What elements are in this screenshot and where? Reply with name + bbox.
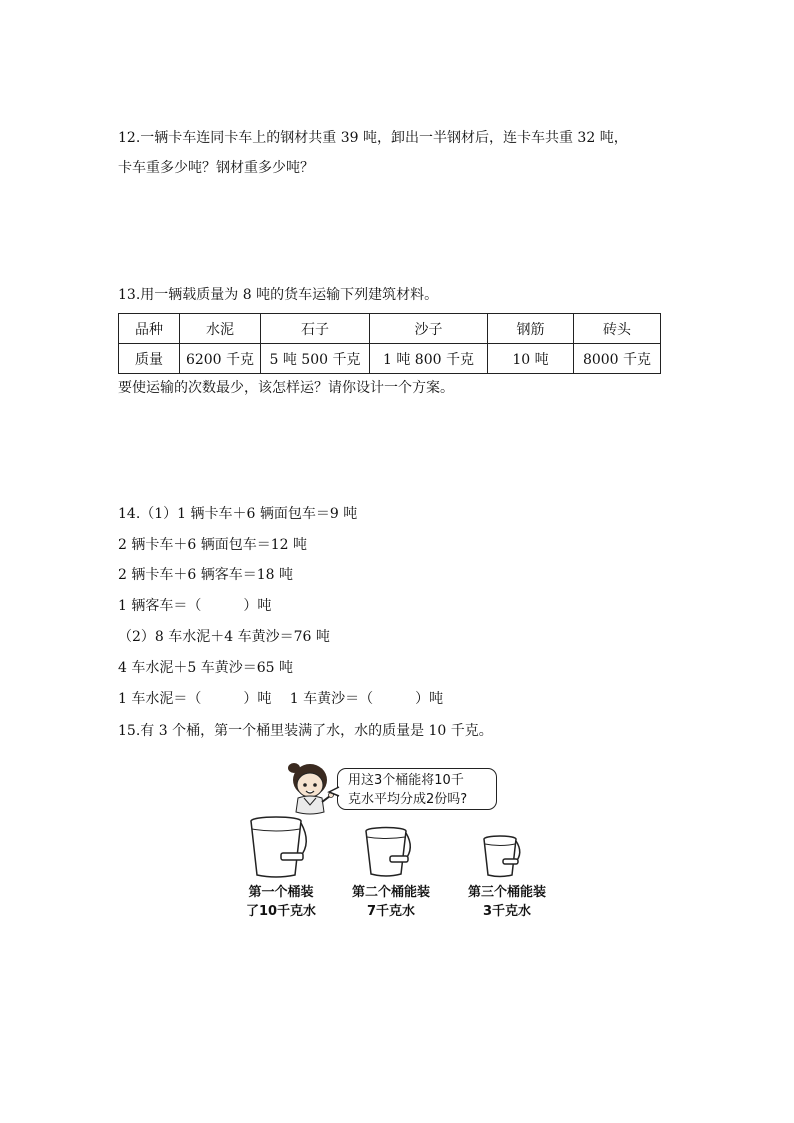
- caption-line: 7千克水: [366, 904, 416, 919]
- bucket-2-caption: [336, 883, 446, 921]
- q14-line: 2 辆卡车＋6 辆面包车＝12 吨: [118, 537, 307, 553]
- materials-table: [118, 313, 661, 374]
- bucket-medium-icon: [363, 826, 415, 878]
- table-cell: 石子: [261, 314, 370, 344]
- q13-intro: 13.用一辆载质量为 8 吨的货车运输下列建筑材料。: [118, 287, 439, 303]
- q15-intro: 15.有 3 个桶，第一个桶里装满了水，水的质量是 10 千克。: [118, 723, 493, 739]
- caption-line: 3千克水: [482, 904, 532, 919]
- q14-line: 2 辆卡车＋6 辆客车＝18 吨: [118, 567, 293, 583]
- caption-line: 第二个桶能装: [351, 885, 430, 900]
- table-cell: 8000 千克: [574, 344, 661, 374]
- caption-line: 了10千克水: [245, 904, 317, 919]
- q14-line: 14.（1）1 辆卡车＋6 辆面包车＝9 吨: [118, 506, 358, 522]
- caption-line: 第三个桶能装: [467, 885, 546, 900]
- q14-line: （2）8 车水泥＋4 车黄沙＝76 吨: [118, 629, 330, 645]
- q12-line-2: 卡车重多少吨？钢材重多少吨？: [118, 160, 314, 176]
- q13-question: 要使运输的次数最少，该怎样运？请你设计一个方案。: [118, 380, 454, 396]
- bucket-1-caption: [226, 883, 336, 921]
- q14-line: 1 车水泥＝（ ）吨 1 车黄沙＝（ ）吨: [118, 691, 444, 707]
- table-cell: 1 吨 800 千克: [370, 344, 488, 374]
- table-cell: 质量: [119, 344, 180, 374]
- table-cell: 10 吨: [488, 344, 574, 374]
- table-cell: 沙子: [370, 314, 488, 344]
- q14-line: 1 辆客车＝（ ）吨: [118, 598, 272, 614]
- table-cell: 钢筋: [488, 314, 574, 344]
- bubble-line-2: 克水平均分成2份吗?: [348, 792, 468, 807]
- bubble-tail-icon: [328, 786, 340, 798]
- table-cell: 水泥: [180, 314, 261, 344]
- caption-line: 第一个桶装: [248, 885, 314, 900]
- speech-bubble: [337, 768, 497, 810]
- bucket-3-caption: [452, 883, 562, 921]
- table-cell: 品种: [119, 314, 180, 344]
- table-cell: 砖头: [574, 314, 661, 344]
- table-cell: 6200 千克: [180, 344, 261, 374]
- table-row: [119, 344, 661, 374]
- table-header-row: [119, 314, 661, 344]
- q14-line: 4 车水泥＋5 车黄沙＝65 吨: [118, 660, 293, 676]
- bubble-line-1: 用这3个桶能将10千: [348, 773, 464, 788]
- bucket-large-icon: [248, 815, 312, 879]
- table-cell: 5 吨 500 千克: [261, 344, 370, 374]
- bucket-small-icon: [481, 835, 525, 879]
- q12-line-1: 12.一辆卡车连同卡车上的钢材共重 39 吨，卸出一半钢材后，连卡车共重 32 吨，: [118, 130, 628, 146]
